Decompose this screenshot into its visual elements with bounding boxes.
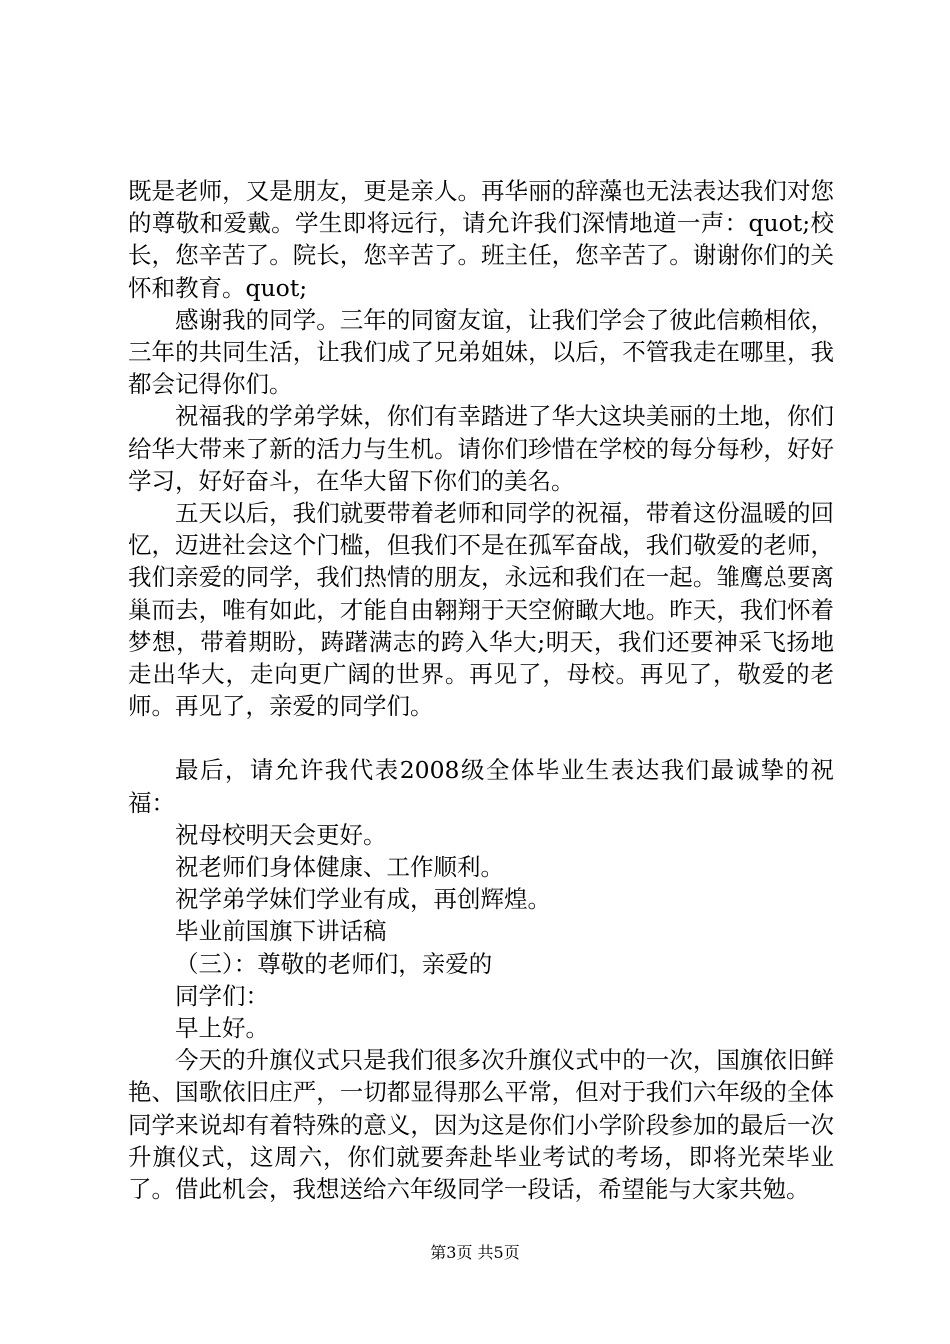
paragraph-flag-ceremony: 今天的升旗仪式只是我们很多次升旗仪式中的一次，国旗依旧鲜艳、国歌依旧庄严，一切都显得那么平常，但对于我们六年级的全体同学来说却有着特殊的意义，因为这是你们小学阶段参加的最后一次升旗仪式，这周六，你们就要奔赴毕业考试的考场，即将光荣毕业了。借此机会，我想送给六年级同学一段话，希望能与大家共勉。 xyxy=(128,1046,834,1204)
paragraph-teachers: 既是老师，又是朋友，更是亲人。再华丽的辞藻也无法表达我们对您的尊敬和爱戴。学生即将远行，请允许我们深情地道一声：quot;校长，您辛苦了。院长，您辛苦了。班主任，您辛苦了。谢谢你们的关怀和教育。quot; xyxy=(128,177,834,302)
paragraph-juniors: 祝福我的学弟学妹，你们有幸踏进了华大这块美丽的土地，你们给华大带来了新的活力与生机。请你们珍惜在学校的每分每秒，好好学习，好好奋斗，在华大留下你们的美名。 xyxy=(128,402,834,495)
section-title: 毕业前国旗下讲话稿 xyxy=(175,917,387,946)
page-number-footer: 第3页 共5页 xyxy=(430,1243,520,1262)
paragraph-classmates: 感谢我的同学。三年的同窗友谊，让我们学会了彼此信赖相依，三年的共同生活，让我们成了兄弟姐妹，以后，不管我走在哪里，我都会记得你们。 xyxy=(128,305,834,399)
greeting-morning: 早上好。 xyxy=(175,1014,269,1043)
line-blessing-teachers: 祝老师们身体健康、工作顺利。 xyxy=(175,853,504,882)
line-blessing-school: 祝母校明天会更好。 xyxy=(175,820,387,849)
paragraph-farewell: 五天以后，我们就要带着老师和同学的祝福，带着这份温暖的回忆，迈进社会这个门槛，但我们不是在孤军奋战，我们敬爱的老师，我们亲爱的同学，我们热情的朋友，永远和我们在一起。雏鹰总要离巢而去，唯有如此，才能自由翱翔于天空俯瞰大地。昨天，我们怀着梦想，带着期盼，踌躇满志的跨入华大;明天，我们还要神采飞扬地走出华大，走向更广阔的世界。再见了，母校。再见了，敬爱的老师。再见了，亲爱的同学们。 xyxy=(128,499,834,721)
section-subtitle: （三）：尊敬的老师们，亲爱的 xyxy=(175,949,493,978)
greeting-addressee: 同学们： xyxy=(175,981,269,1010)
paragraph-gap xyxy=(128,722,834,754)
line-blessing-juniors: 祝学弟学妹们学业有成，再创辉煌。 xyxy=(175,885,551,914)
paragraph-blessing-intro: 最后，请允许我代表2008级全体毕业生表达我们最诚挚的祝福： xyxy=(128,756,834,817)
document-body xyxy=(128,175,834,1205)
